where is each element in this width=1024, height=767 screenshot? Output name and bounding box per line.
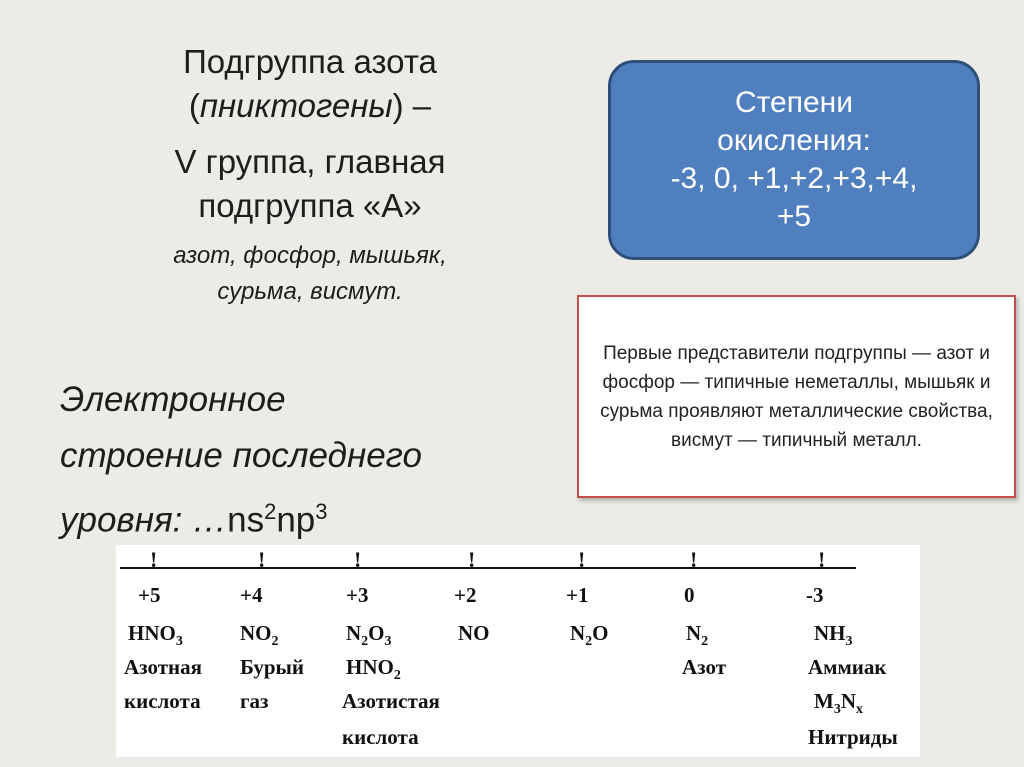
scale-tick: ! [258,547,266,572]
name-cell: Бурый [240,655,305,679]
electron-line-3: уровня: $\dots ns^2np^3$ [60,499,328,540]
name-cell: Азотная [124,655,202,679]
slide-title-line-4: подгруппа «А» [198,187,422,224]
name-cell: Аммиак [808,655,887,679]
state-cell: +2 [454,583,477,607]
oxidation-line-4: +5 [776,200,812,233]
name-cell: кислота [342,725,419,749]
elements-list [60,238,560,310]
oxidation-states-box [608,60,980,260]
title-block [60,40,560,310]
state-cell: +4 [240,583,263,607]
formula-cell: $NH_3$ [814,621,853,650]
name-cell: Азотистая [342,689,440,713]
state-cell: -3 [806,583,824,607]
oxidation-line-3: -3, 0, +1,+2,+3,+4, [670,162,918,195]
state-cell: +1 [566,583,589,607]
scale-tick: ! [150,547,158,572]
nitride-formula: $M_3N_x$ [814,689,863,718]
formula-cell: $HNO_3$ [128,621,183,650]
formula-cell: $N_2O$ [570,621,609,650]
pnictogens-term: пниктогены [199,87,393,124]
electron-line-2: строение последнего [60,436,423,475]
slide-title-line-2: (пниктогены) – [188,87,432,124]
oxidation-line-2: окисления: [717,124,871,157]
elements-line-2: сурьма, висмут. [217,278,403,305]
formula-cell: $N_2O_3$ [346,621,392,650]
scale-tick: ! [818,547,826,572]
state-cell: +3 [346,583,369,607]
state-cell: +5 [138,583,161,607]
scale-tick: ! [690,547,698,572]
scale-tick: ! [354,547,362,572]
name-cell: кислота [124,689,201,713]
scale-tick: ! [578,547,586,572]
state-cell: 0 [684,583,695,607]
name-cell: $HNO_2$ [346,655,401,684]
electron-structure [60,372,422,549]
formula-cell: $NO_2$ [240,621,279,650]
properties-info-box [577,295,1016,498]
electron-line-1: Электронное [60,380,286,419]
elements-line-1: азот, фосфор, мышьяк, [173,242,447,269]
scale-tick: ! [468,547,476,572]
oxidation-line-1: Степени [734,86,853,119]
name-cell: Нитриды [808,725,898,749]
slide-title-line-3: V группа, главная [174,143,446,180]
name-cell: газ [240,689,269,713]
formula-cell: $N_2$ [686,621,709,650]
properties-text: Первые представители подгруппы — азот и фосфор — типичные неметаллы, мышьяк и сурьма проявляют металлические свойства, висмут — типичный металл. [600,342,993,451]
formula-cell: NO [458,621,490,645]
scale-line [120,567,856,569]
slide-title-line-1: Подгруппа азота [183,43,437,80]
oxidation-scan-table [116,545,920,757]
name-cell: Азот [682,655,727,679]
